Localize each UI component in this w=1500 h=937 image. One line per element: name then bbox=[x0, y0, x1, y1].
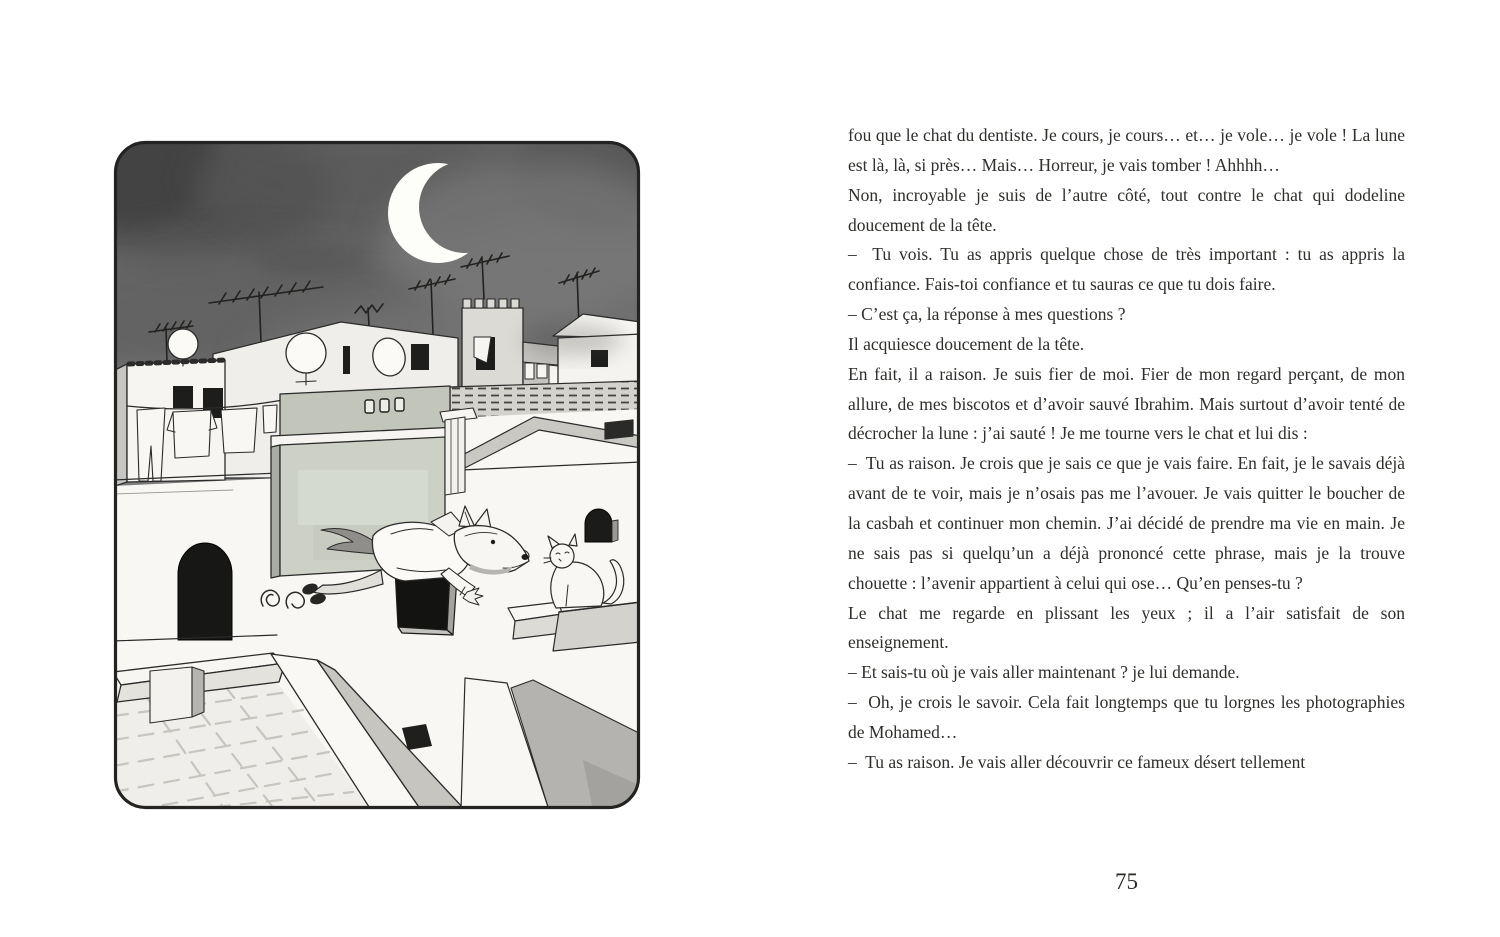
illustration-night-rooftops bbox=[113, 140, 641, 810]
paragraph: – Oh, je crois le savoir. Cela fait longtemps que tu lorgnes les photographies de Mohamed… bbox=[848, 692, 1405, 742]
paragraph: – Et sais-tu où je vais aller maintenant ? je lui demande. bbox=[848, 662, 1240, 683]
paragraph: – Tu as raison. Je vais aller découvrir ce fameux désert tellement bbox=[848, 751, 1306, 772]
paragraph: – Tu as raison. Je crois que je sais ce que je vais faire. En fait, je le savais déjà avant de te voir, mais je n’osais pas me l’avouer. Je vais quitter le boucher de la casbah et continuer mon chemin. J’ai décidé de prendre ma vie en main. Je ne sais pas si quelqu’un a déjà prononcé cette phrase, mais je la trouve chouette : l’avenir appartient à celui qui ose… Qu’en penses-tu ? bbox=[848, 453, 1405, 593]
page-number: 75 bbox=[1115, 869, 1138, 894]
satellite-dish bbox=[168, 329, 198, 359]
paragraph: Le chat me regarde en plissant les yeux ; il a l’air satisfait de son enseignement. bbox=[848, 602, 1405, 653]
paragraph: – C’est ça, la réponse à mes questions ? bbox=[848, 304, 1126, 325]
paragraph: Il acquiesce doucement de la tête. bbox=[848, 333, 1085, 354]
paragraph: fou que le chat du dentiste. Je cours, je cours… et… je vole… je vole ! La lune est là, là, si près… Mais… Horreur, je vais tomber ! Ahhhh… bbox=[848, 125, 1405, 175]
page-text-column bbox=[848, 121, 1405, 778]
paragraph: – Tu vois. Tu as appris quelque chose de très important : tu as appris la confiance. Fais-toi confiance et tu sauras ce que tu dois faire. bbox=[848, 244, 1405, 295]
paragraph: En fait, il a raison. Je suis fier de moi. Fier de mon regard perçant, de mon allure, de mes biscotos et d’avoir sauvé Ibrahim. Mais surtout d’avoir tenté de décrocher la lune : j’ai sauté ! Je me tourne vers le chat et lui dis : bbox=[848, 363, 1405, 444]
paragraph: Non, incroyable je suis de l’autre côté, tout contre le chat qui dodeline doucement de la tête. bbox=[848, 184, 1405, 235]
crescent-moon bbox=[368, 145, 498, 280]
satellite-dish bbox=[286, 333, 326, 373]
